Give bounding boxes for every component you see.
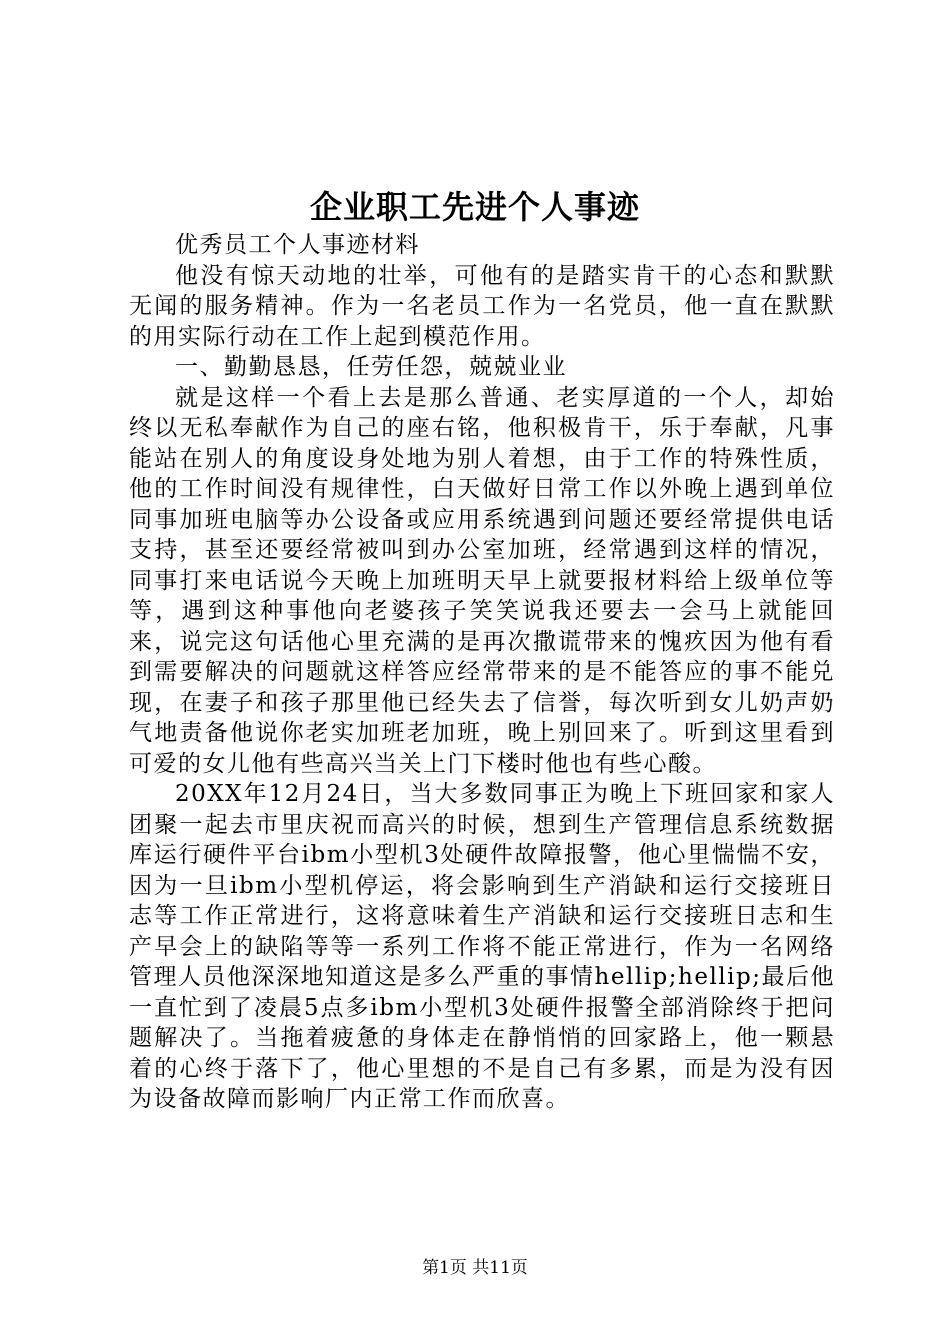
page-footer: 第1页 共11页 — [422, 1258, 528, 1278]
document-title: 企业职工先进个人事迹 — [309, 188, 640, 226]
section-heading: 一、勤勤恳恳，任劳任怨，兢兢业业 — [175, 354, 567, 380]
paragraph-intro: 他没有惊天动地的壮举，可他有的是踏实肯干的心态和默默无闻的服务精神。作为一名老员工作为一名党员，他一直在默默的用实际行动在工作上起到模范作用。 — [129, 262, 835, 350]
paragraph-body: 就是这样一个看上去是那么普通、老实厚道的一个人，却始终以无私奉献作为自己的座右铭，他积极肯干，乐于奉献，凡事能站在别人的角度设身处地为别人着想，由于工作的特殊性质，他的工作时间没有规律性，白天做好日常工作以外晚上遇到单位同事加班电脑等办公设备或应用系统遇到问题还要经常提供电话支持，甚至还要经常被叫到办公室加班，经常遇到这样的情况，同事打来电话说今天晚上加班明天早上就要报材料给上级单位等等，遇到这种事他向老婆孩子笑笑说我还要去一会马上就能回来，说完这句话他心里充满的是再次撒谎带来的愧疚因为他有看到需要解决的问题就这样答应经常带来的是不能答应的事不能兑现，在妻子和孩子那里他已经失去了信誉，每次听到女儿奶声奶气地责备他说你老实加班老加班，晚上别回来了。听到这里看到可爱的女儿他有些高兴当关上门下楼时他也有些心酸。 — [129, 384, 835, 777]
document-body — [129, 230, 835, 1115]
paragraph-subtitle: 优秀员工个人事迹材料 — [175, 232, 420, 258]
paragraph-body: 20XX年12月24日，当大多数同事正为晚上下班回家和家人团聚一起去市里庆祝而高兴的时候，想到生产管理信息系统数据库运行硬件平台ibm小型机3处硬件故障报警，他心里惴惴不安，因为一旦ibm小型机停运，将会影响到生产消缺和运行交接班日志等工作正常进行，这将意味着生产消缺和运行交接班日志和生产早会上的缺陷等等一系列工作将不能正常进行，作为一名网络管理人员他深深地知道这是多么严重的事情hellip;hellip;最后他一直忙到了凌晨5点多ibm小型机3处硬件报警全部消除终于把问题解决了。当拖着疲惫的身体走在静悄悄的回家路上，他一颗悬着的心终于落下了，他心里想的不是自己有多累，而是为没有因为设备故障而影响厂内正常工作而欣喜。 — [129, 781, 835, 1112]
